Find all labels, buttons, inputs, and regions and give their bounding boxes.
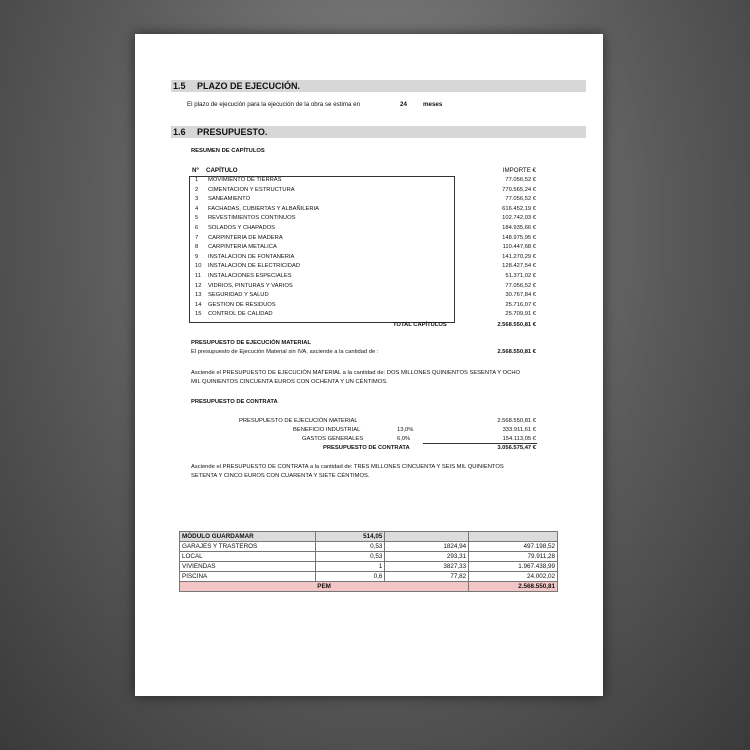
chapter-amount: 25.709,91 € <box>505 311 536 318</box>
row-label: GARAJES Y TRASTEROS <box>180 542 316 552</box>
contrata-total-value: 3.056.575,47 € <box>497 445 536 451</box>
chapter-name: SOLADOS Y CHAPADOS <box>208 225 276 231</box>
chapter-amount: 184.935,66 € <box>502 225 536 231</box>
row-label: LOCAL <box>180 552 316 562</box>
table-total-row <box>180 582 558 592</box>
contrata-paragraph-line1: Asciende el PRESUPUESTO DE CONTRATA a la cantidad de: TRES MILLONES CINCUENTA Y SEIS MIL QUINIENTOS <box>191 464 504 470</box>
beneficio-label: BENEFICIO INDUSTRIAL <box>293 427 361 433</box>
section-number-1-6: 1.6 <box>173 127 186 137</box>
chapter-number: 15 <box>195 311 202 318</box>
beneficio-pct: 13,0% <box>397 427 414 433</box>
chapter-number: 6 <box>195 225 199 231</box>
row-coef: 1 <box>315 562 385 572</box>
chapter-name: CIMENTACION Y ESTRUCTURA <box>208 186 295 193</box>
gastos-pct: 6,0% <box>397 436 411 442</box>
chapter-name: CARPINTERIA DE MADERA <box>208 234 283 241</box>
contrata-pem-value: 2.568.550,81 € <box>497 418 536 424</box>
row-label: VIVIENDAS <box>180 562 316 572</box>
col-n-header: Nº <box>192 167 199 174</box>
chapter-number: 10 <box>195 263 202 270</box>
col-importe-header: IMPORTE € <box>502 167 536 174</box>
total-capitulos-label: TOTAL CAPÍTULOS <box>393 322 447 328</box>
modulo-table <box>179 531 558 592</box>
chapter-amount: 110.447,68 € <box>502 244 536 251</box>
chapter-amount: 141.270,29 € <box>502 253 536 260</box>
gastos-value: 154.113,05 € <box>502 436 536 442</box>
table-header-c1: 514,05 <box>315 532 385 542</box>
chapter-number: 4 <box>195 205 199 212</box>
contrata-paragraph-line2: SETENTA Y CINCO EUROS CON CUARENTA Y SIETE CÉNTIMOS. <box>191 473 370 479</box>
chapter-number: 14 <box>195 301 202 308</box>
row-amount: 1.967.438,99 <box>469 562 558 572</box>
chapter-name: INSTALACION DE ELECTRICIDAD <box>208 263 301 270</box>
row-coef: 0,6 <box>315 572 385 582</box>
chapter-amount: 148.975,95 € <box>502 234 536 241</box>
chapter-name: SANEAMIENTO <box>208 196 251 203</box>
chapter-amount: 770.565,24 € <box>502 186 536 193</box>
table-row <box>180 552 558 562</box>
contrata-pem-label: PRESUPUESTO DE EJECUCIÓN MATERIAL <box>239 418 358 424</box>
pem-text: El presupuesto de Ejecución Material sin IVA, asciende a la cantidad de : <box>191 349 379 355</box>
col-capitulo-header: CAPÍTULO <box>206 167 238 174</box>
chapter-name: FACHADAS, CUBIERTAS Y ALBAÑILERIA <box>208 205 320 212</box>
pem-heading: PRESUPUESTO DE EJECUCIÓN MATERIAL <box>191 340 311 346</box>
row-label: PISCINA <box>180 572 316 582</box>
chapter-number: 8 <box>195 244 199 251</box>
pem-paragraph-line2: MIL QUINIENTOS CINCUENTA EUROS CON OCHENTA Y UN CÉNTIMOS. <box>191 379 388 385</box>
pem-total-label: PEM <box>180 582 469 592</box>
chapter-name: INSTALACION DE FONTANERIA <box>208 253 295 260</box>
chapter-amount: 51.371,02 € <box>505 273 536 279</box>
pem-paragraph-line1: Asciende el PRESUPUESTO DE EJECUCIÓN MATERIAL a la cantidad de: DOS MILLONES QUINIENTOS SESENTA Y OCHO <box>191 370 521 376</box>
row-area: 1824,94 <box>385 542 469 552</box>
resumen-capitulos-title: RESUMEN DE CAPÍTULOS <box>191 148 265 154</box>
chapter-name: REVESTIMIENTOS CONTINUOS <box>208 215 296 222</box>
chapter-amount: 77.056,52 € <box>505 196 536 203</box>
table-header-row <box>180 532 558 542</box>
chapter-number: 7 <box>195 234 199 241</box>
chapter-name: INSTALACIONES ESPECIALES <box>208 273 292 279</box>
contrata-heading: PRESUPUESTO DE CONTRATA <box>191 399 278 405</box>
plazo-unit: meses <box>423 101 443 108</box>
chapter-amount: 77.056,52 € <box>505 282 536 289</box>
beneficio-value: 333.911,61 € <box>502 427 536 433</box>
chapter-number: 5 <box>195 215 199 222</box>
row-area: 77,82 <box>385 572 469 582</box>
chapter-name: CARPINTERIA METALICA <box>208 244 277 251</box>
row-coef: 0,53 <box>315 552 385 562</box>
chapter-number: 3 <box>195 196 199 203</box>
chapter-number: 2 <box>195 186 199 193</box>
pem-value: 2.568.550,81 € <box>497 349 536 355</box>
table-header-c3 <box>469 532 558 542</box>
chapter-amount: 128.427,54 € <box>502 263 536 270</box>
chapter-number: 12 <box>195 282 202 289</box>
section-number-1-5: 1.5 <box>173 81 186 91</box>
chapter-number: 1 <box>195 177 199 183</box>
chapter-amount: 25.716,07 € <box>505 301 536 308</box>
chapter-name: VIDRIOS, PINTURAS Y VARIOS <box>208 282 293 289</box>
section-title-presupuesto: PRESUPUESTO. <box>197 127 268 137</box>
section-title-plazo: PLAZO DE EJECUCIÓN. <box>197 81 301 91</box>
table-row <box>180 572 558 582</box>
chapter-name: SEGURIDAD Y SALUD <box>208 292 269 299</box>
table-header-c2 <box>385 532 469 542</box>
plazo-text: El plazo de ejecución para la ejecución de la obra se estima en <box>187 101 361 108</box>
chapter-amount: 77.056,52 € <box>505 177 536 183</box>
document-page <box>135 34 603 696</box>
row-area: 3827,33 <box>385 562 469 572</box>
chapter-amount: 616.452,19 € <box>502 205 536 212</box>
chapter-number: 11 <box>195 273 202 279</box>
row-amount: 497.198,52 <box>469 542 558 552</box>
table-header-label: MÓDULO GUARDAMAR <box>180 532 316 542</box>
chapter-name: MOVIMIENTO DE TIERRAS <box>208 177 282 183</box>
plazo-value: 24 <box>400 101 407 108</box>
chapter-number: 13 <box>195 292 202 299</box>
row-area: 293,31 <box>385 552 469 562</box>
table-row <box>180 542 558 552</box>
chapter-name: GESTION DE RESIDUOS <box>208 301 276 308</box>
row-amount: 79.911,28 <box>469 552 558 562</box>
contrata-sum-rule <box>423 443 537 444</box>
total-capitulos-value: 2.568.550,81 € <box>497 322 536 328</box>
gastos-label: GASTOS GENERALES <box>302 436 364 442</box>
chapter-name: CONTROL DE CALIDAD <box>208 311 273 318</box>
chapter-amount: 102.742,03 € <box>502 215 536 222</box>
chapter-number: 9 <box>195 253 199 260</box>
pem-total-value: 2.568.550,81 <box>469 582 558 592</box>
table-row <box>180 562 558 572</box>
chapter-amount: 30.767,84 € <box>505 292 536 299</box>
row-coef: 0,53 <box>315 542 385 552</box>
contrata-total-label: PRESUPUESTO DE CONTRATA <box>323 445 410 451</box>
row-amount: 24.002,02 <box>469 572 558 582</box>
